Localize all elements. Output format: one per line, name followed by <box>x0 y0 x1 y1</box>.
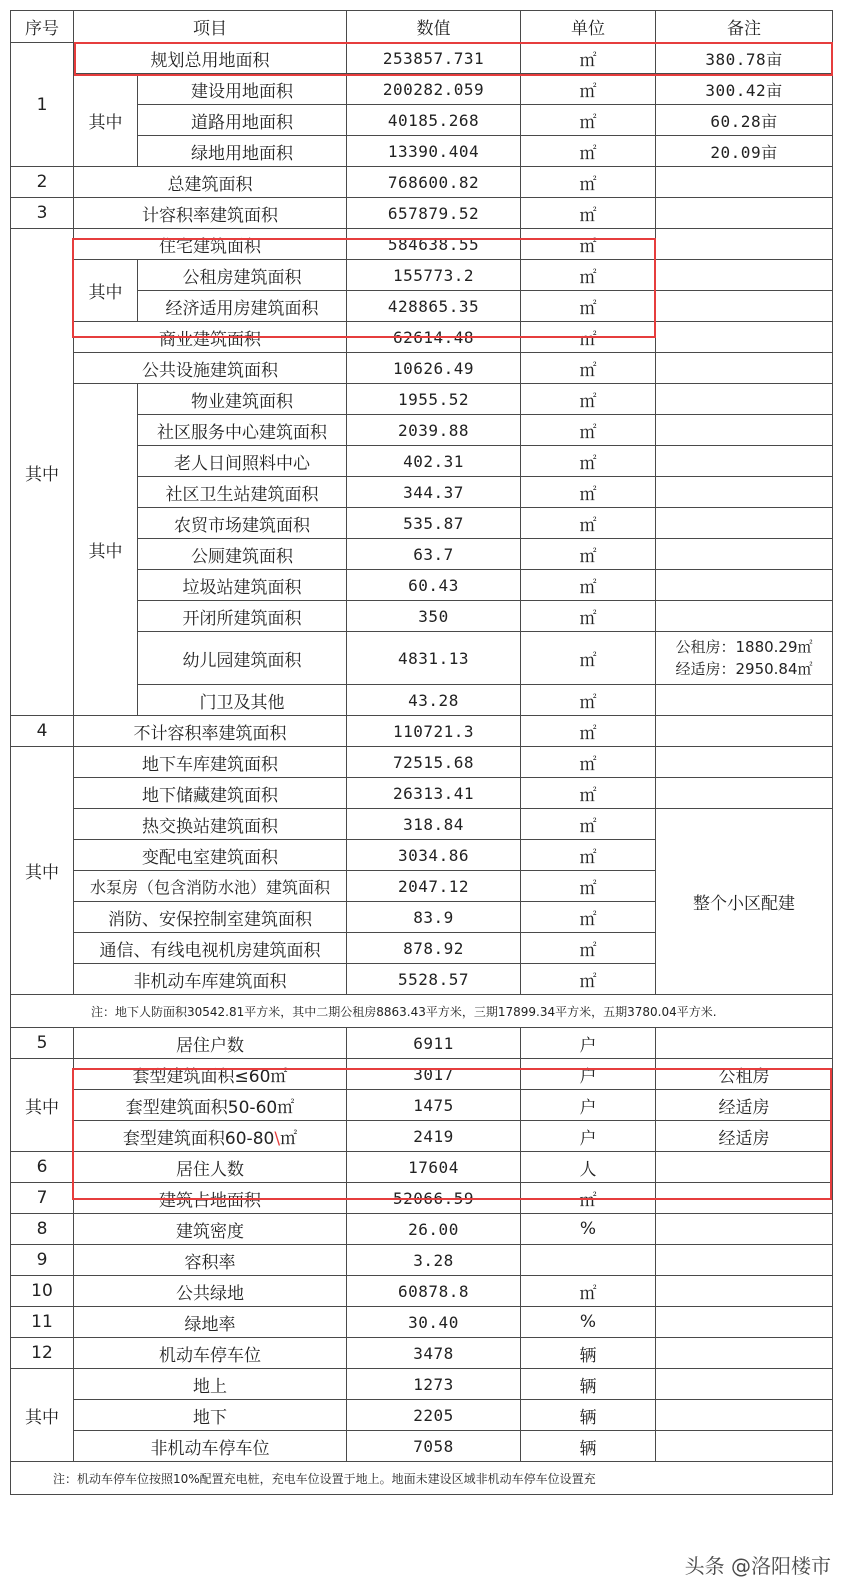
unit-cell: ㎡ <box>521 446 656 477</box>
unit-cell: ㎡ <box>521 1276 656 1307</box>
item-cell: 变配电室建筑面积 <box>74 840 347 871</box>
item-cell: 公租房建筑面积 <box>138 260 347 291</box>
item-cell: 非机动车停车位 <box>74 1431 347 1462</box>
header-unit: 单位 <box>521 11 656 43</box>
item-cell: 开闭所建筑面积 <box>138 601 347 632</box>
seq-cell: 5 <box>11 1028 74 1059</box>
value-cell: 7058 <box>347 1431 521 1462</box>
note-cell: 经适房 <box>656 1090 833 1121</box>
table-row <box>11 74 833 105</box>
table-row <box>11 322 833 353</box>
note-cell <box>656 716 833 747</box>
note-cell <box>656 167 833 198</box>
note-cell <box>656 508 833 539</box>
value-cell: 5528.57 <box>347 964 521 995</box>
unit-cell: ㎡ <box>521 601 656 632</box>
item-cell: 居住户数 <box>74 1028 347 1059</box>
table-row <box>11 1338 833 1369</box>
group-label: 其中 <box>74 74 138 167</box>
note-cell <box>656 1152 833 1183</box>
item-cell: 地下车库建筑面积 <box>74 747 347 778</box>
item-cell: 公共绿地 <box>74 1276 347 1307</box>
value-cell: 1955.52 <box>347 384 521 415</box>
item-cell: 地下储藏建筑面积 <box>74 778 347 809</box>
item-cell: 公共设施建筑面积 <box>74 353 347 384</box>
item-cell: 套型建筑面积≤60㎡ <box>74 1059 347 1090</box>
unit-cell: ㎡ <box>521 136 656 167</box>
unit-cell: ㎡ <box>521 539 656 570</box>
table-row <box>11 229 833 260</box>
note-cell <box>656 1214 833 1245</box>
value-cell: 155773.2 <box>347 260 521 291</box>
note-cell <box>656 1369 833 1400</box>
item-cell: 公厕建筑面积 <box>138 539 347 570</box>
unit-cell: ㎡ <box>521 933 656 964</box>
note-cell <box>656 601 833 632</box>
value-cell: 43.28 <box>347 685 521 716</box>
note-cell <box>656 415 833 446</box>
item-cell: 地下 <box>74 1400 347 1431</box>
note-cell <box>656 570 833 601</box>
item-unit: ㎡ <box>280 1128 298 1149</box>
item-cell: 套型建筑面积50-60㎡ <box>74 1090 347 1121</box>
table-row <box>11 716 833 747</box>
value-cell: 428865.35 <box>347 291 521 322</box>
item-cell: 计容积率建筑面积 <box>74 198 347 229</box>
note-text: 注：机动车停车位按照10%配置充电桩，充电车位设置于地上。地面未建设区域非机动车停车位设置充 <box>11 1462 833 1495</box>
seq-cell: 12 <box>11 1338 74 1369</box>
note-line: 公租房：1880.29㎡ <box>675 638 813 656</box>
item-cell: 农贸市场建筑面积 <box>138 508 347 539</box>
table-row <box>11 1090 833 1121</box>
value-cell: 2205 <box>347 1400 521 1431</box>
note-cell <box>656 384 833 415</box>
value-cell: 344.37 <box>347 477 521 508</box>
note-cell <box>656 260 833 291</box>
unit-cell: 辆 <box>521 1400 656 1431</box>
table-row <box>11 198 833 229</box>
item-cell: 总建筑面积 <box>74 167 347 198</box>
unit-cell: 户 <box>521 1121 656 1152</box>
seq-cell: 11 <box>11 1307 74 1338</box>
group-label: 其中 <box>11 1059 74 1152</box>
table-row <box>11 747 833 778</box>
header-item: 项目 <box>74 11 347 43</box>
table-row <box>11 1400 833 1431</box>
value-cell: 10626.49 <box>347 353 521 384</box>
note-cell <box>656 446 833 477</box>
item-cell: 社区卫生站建筑面积 <box>138 477 347 508</box>
unit-cell: ㎡ <box>521 809 656 840</box>
seq-cell: 10 <box>11 1276 74 1307</box>
value-cell: 13390.404 <box>347 136 521 167</box>
note-cell <box>656 198 833 229</box>
value-cell: 6911 <box>347 1028 521 1059</box>
unit-cell: 辆 <box>521 1431 656 1462</box>
unit-cell: ㎡ <box>521 508 656 539</box>
note-cell: 20.09亩 <box>656 136 833 167</box>
value-cell: 3034.86 <box>347 840 521 871</box>
note-cell <box>656 291 833 322</box>
table-row <box>11 43 833 74</box>
value-cell: 2047.12 <box>347 871 521 902</box>
value-cell: 72515.68 <box>347 747 521 778</box>
red-pen-mark: \ <box>274 1128 281 1149</box>
unit-cell: ㎡ <box>521 353 656 384</box>
value-cell: 4831.13 <box>347 632 521 685</box>
unit-cell: ㎡ <box>521 570 656 601</box>
value-cell: 2419 <box>347 1121 521 1152</box>
table-row <box>11 260 833 291</box>
note-line: 经适房：2950.84㎡ <box>675 660 813 678</box>
unit-cell: ㎡ <box>521 74 656 105</box>
item-cell: 老人日间照料中心 <box>138 446 347 477</box>
unit-cell: 户 <box>521 1090 656 1121</box>
item-cell: 住宅建筑面积 <box>74 229 347 260</box>
header-note: 备注 <box>656 11 833 43</box>
table-note-row <box>11 1462 833 1495</box>
table-row <box>11 809 833 840</box>
item-cell: 非机动车库建筑面积 <box>74 964 347 995</box>
seq-cell: 4 <box>11 716 74 747</box>
table-row <box>11 1276 833 1307</box>
table-row <box>11 1028 833 1059</box>
unit-cell <box>521 1245 656 1276</box>
value-cell: 584638.55 <box>347 229 521 260</box>
unit-cell: ㎡ <box>521 632 656 685</box>
table-row <box>11 353 833 384</box>
seq-cell: 6 <box>11 1152 74 1183</box>
seq-cell: 3 <box>11 198 74 229</box>
value-cell: 60878.8 <box>347 1276 521 1307</box>
item-cell: 绿地率 <box>74 1307 347 1338</box>
item-cell: 社区服务中心建筑面积 <box>138 415 347 446</box>
value-cell: 60.43 <box>347 570 521 601</box>
value-cell: 110721.3 <box>347 716 521 747</box>
unit-cell: % <box>521 1214 656 1245</box>
table-row <box>11 1214 833 1245</box>
item-cell: 幼儿园建筑面积 <box>138 632 347 685</box>
value-cell: 402.31 <box>347 446 521 477</box>
unit-cell: ㎡ <box>521 778 656 809</box>
value-cell: 3.28 <box>347 1245 521 1276</box>
table-row <box>11 167 833 198</box>
note-cell <box>656 1183 833 1214</box>
note-cell: 300.42亩 <box>656 74 833 105</box>
table-row <box>11 1369 833 1400</box>
unit-cell: ㎡ <box>521 716 656 747</box>
item-cell: 消防、安保控制室建筑面积 <box>74 902 347 933</box>
item-cell: 经济适用房建筑面积 <box>138 291 347 322</box>
table-row <box>11 1059 833 1090</box>
unit-cell: 辆 <box>521 1338 656 1369</box>
item-cell: 建筑占地面积 <box>74 1183 347 1214</box>
value-cell: 40185.268 <box>347 105 521 136</box>
value-cell: 535.87 <box>347 508 521 539</box>
unit-cell: 户 <box>521 1059 656 1090</box>
value-cell: 52066.59 <box>347 1183 521 1214</box>
note-cell <box>656 1245 833 1276</box>
item-cell: 建设用地面积 <box>138 74 347 105</box>
note-cell <box>656 539 833 570</box>
unit-cell: ㎡ <box>521 477 656 508</box>
item-cell: 通信、有线电视机房建筑面积 <box>74 933 347 964</box>
unit-cell: ㎡ <box>521 291 656 322</box>
unit-cell: 人 <box>521 1152 656 1183</box>
note-text: 注：地下人防面积30542.81平方米，其中二期公租房8863.43平方米，三期17899.34平方米，五期3780.04平方米. <box>11 995 833 1028</box>
note-cell: 公租房 <box>656 1059 833 1090</box>
header-value: 数值 <box>347 11 521 43</box>
value-cell: 200282.059 <box>347 74 521 105</box>
value-cell: 768600.82 <box>347 167 521 198</box>
unit-cell: ㎡ <box>521 198 656 229</box>
note-cell: 60.28亩 <box>656 105 833 136</box>
unit-cell: ㎡ <box>521 902 656 933</box>
value-cell: 62614.48 <box>347 322 521 353</box>
item-cell: 商业建筑面积 <box>74 322 347 353</box>
unit-cell: ㎡ <box>521 105 656 136</box>
item-cell: 机动车停车位 <box>74 1338 347 1369</box>
item-cell: 规划总用地面积 <box>74 43 347 74</box>
note-cell: 整个小区配建 <box>656 809 833 995</box>
header-seq: 序号 <box>11 11 74 43</box>
seq-cell: 9 <box>11 1245 74 1276</box>
note-cell <box>656 229 833 260</box>
item-cell: 物业建筑面积 <box>138 384 347 415</box>
item-cell: 容积率 <box>74 1245 347 1276</box>
value-cell: 26313.41 <box>347 778 521 809</box>
note-cell <box>656 1028 833 1059</box>
note-cell <box>656 632 833 685</box>
note-cell <box>656 353 833 384</box>
value-cell: 1273 <box>347 1369 521 1400</box>
table-header-row <box>11 11 833 43</box>
value-cell: 26.00 <box>347 1214 521 1245</box>
unit-cell: ㎡ <box>521 229 656 260</box>
unit-cell: ㎡ <box>521 43 656 74</box>
unit-cell: ㎡ <box>521 871 656 902</box>
group-label: 其中 <box>11 747 74 995</box>
note-cell <box>656 1338 833 1369</box>
table-row <box>11 1183 833 1214</box>
item-cell: 不计容积率建筑面积 <box>74 716 347 747</box>
item-cell <box>74 1121 347 1152</box>
value-cell: 30.40 <box>347 1307 521 1338</box>
item-cell: 地上 <box>74 1369 347 1400</box>
note-cell <box>656 1400 833 1431</box>
seq-cell: 1 <box>11 43 74 167</box>
item-cell: 热交换站建筑面积 <box>74 809 347 840</box>
group-label: 其中 <box>74 260 138 322</box>
unit-cell: ㎡ <box>521 964 656 995</box>
note-cell <box>656 685 833 716</box>
unit-cell: 户 <box>521 1028 656 1059</box>
group-label: 其中 <box>74 384 138 716</box>
item-cell: 道路用地面积 <box>138 105 347 136</box>
value-cell: 2039.88 <box>347 415 521 446</box>
table-row <box>11 1121 833 1152</box>
note-cell <box>656 778 833 809</box>
unit-cell: ㎡ <box>521 840 656 871</box>
unit-cell: ㎡ <box>521 167 656 198</box>
item-cell: 建筑密度 <box>74 1214 347 1245</box>
unit-cell: 辆 <box>521 1369 656 1400</box>
note-cell <box>656 477 833 508</box>
note-cell: 380.78亩 <box>656 43 833 74</box>
planning-indicators-table <box>10 10 833 1495</box>
value-cell: 3478 <box>347 1338 521 1369</box>
group-label: 其中 <box>11 1369 74 1462</box>
item-cell: 门卫及其他 <box>138 685 347 716</box>
value-cell: 1475 <box>347 1090 521 1121</box>
value-cell: 83.9 <box>347 902 521 933</box>
value-cell: 17604 <box>347 1152 521 1183</box>
value-cell: 657879.52 <box>347 198 521 229</box>
value-cell: 350 <box>347 601 521 632</box>
seq-cell: 7 <box>11 1183 74 1214</box>
note-cell <box>656 1276 833 1307</box>
value-cell: 318.84 <box>347 809 521 840</box>
note-cell <box>656 322 833 353</box>
group-label: 其中 <box>11 229 74 716</box>
seq-cell: 8 <box>11 1214 74 1245</box>
item-cell: 绿地用地面积 <box>138 136 347 167</box>
item-text: 套型建筑面积60-80 <box>122 1128 275 1149</box>
item-cell: 水泵房（包含消防水池）建筑面积 <box>74 871 347 902</box>
table-row <box>11 384 833 415</box>
table-note-row <box>11 995 833 1028</box>
unit-cell: ㎡ <box>521 260 656 291</box>
value-cell: 3017 <box>347 1059 521 1090</box>
unit-cell: ㎡ <box>521 415 656 446</box>
watermark-text: 头条 @洛阳楼市 <box>684 1554 831 1578</box>
table-row <box>11 1245 833 1276</box>
unit-cell: ㎡ <box>521 685 656 716</box>
note-cell <box>656 747 833 778</box>
value-cell: 878.92 <box>347 933 521 964</box>
value-cell: 63.7 <box>347 539 521 570</box>
seq-cell: 2 <box>11 167 74 198</box>
table-row <box>11 1152 833 1183</box>
value-cell: 253857.731 <box>347 43 521 74</box>
note-cell: 经适房 <box>656 1121 833 1152</box>
table-row <box>11 1307 833 1338</box>
note-cell <box>656 1431 833 1462</box>
item-cell: 居住人数 <box>74 1152 347 1183</box>
unit-cell: ㎡ <box>521 384 656 415</box>
item-cell: 垃圾站建筑面积 <box>138 570 347 601</box>
unit-cell: ㎡ <box>521 322 656 353</box>
table-row <box>11 1431 833 1462</box>
unit-cell: ㎡ <box>521 747 656 778</box>
note-cell <box>656 1307 833 1338</box>
unit-cell: ㎡ <box>521 1183 656 1214</box>
table-row <box>11 778 833 809</box>
unit-cell: % <box>521 1307 656 1338</box>
